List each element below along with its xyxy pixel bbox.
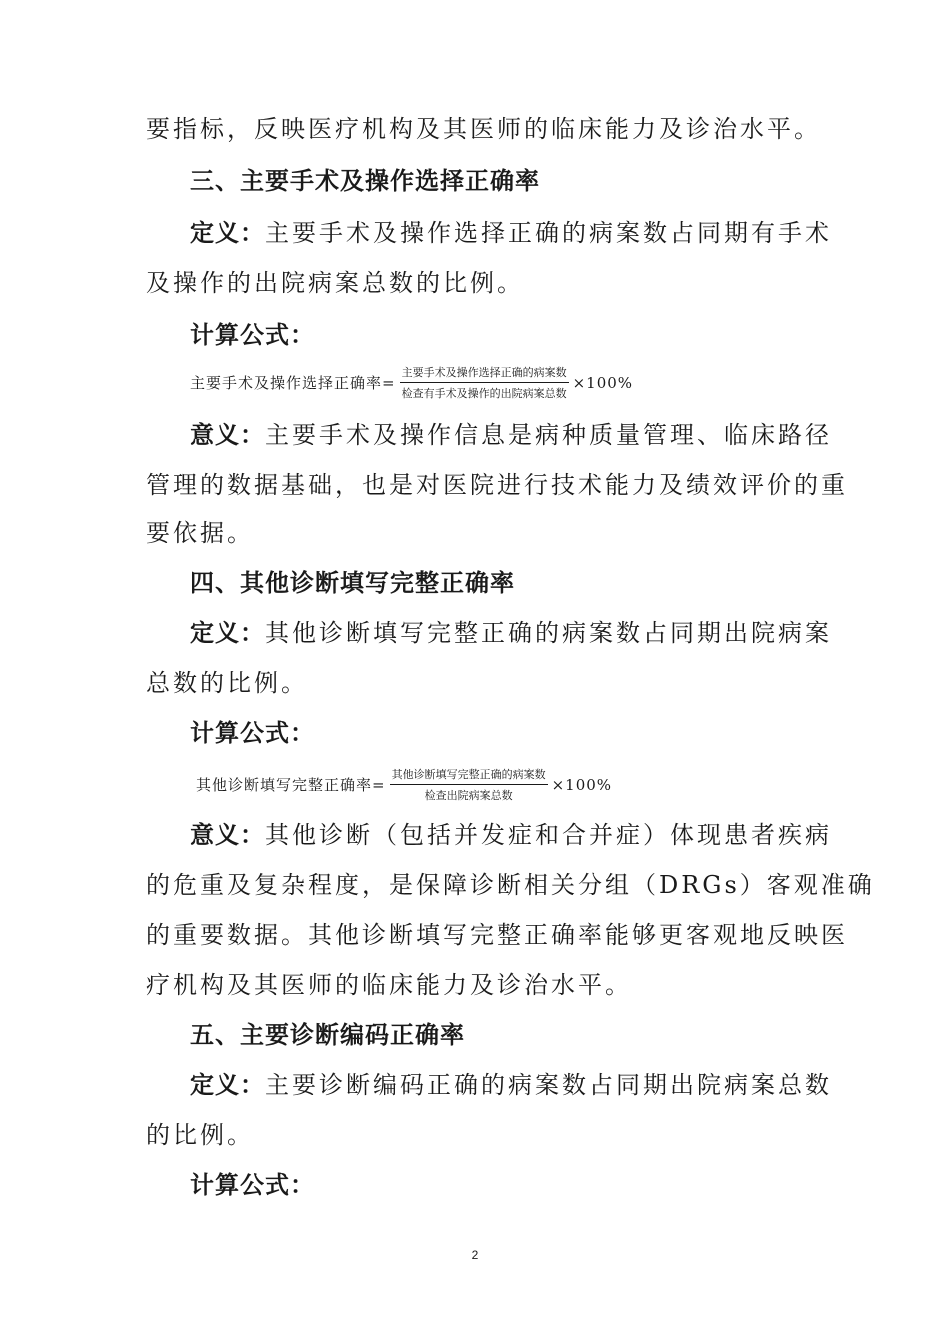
definition-line <box>190 618 832 648</box>
formula-label: 计算公式： <box>190 321 315 349</box>
paragraph-line: 的危重及复杂程度，是保障诊断相关分组（DRGs）客观准确 <box>146 871 875 899</box>
paragraph-line: 的比例。 <box>146 1121 254 1149</box>
significance-label: 意义： <box>190 421 265 449</box>
definition-label: 定义： <box>190 1071 265 1099</box>
formula-fraction <box>390 766 548 803</box>
paragraph-line: 及操作的出院病案总数的比例。 <box>146 269 524 297</box>
paragraph-line: 总数的比例。 <box>146 669 308 697</box>
significance-line <box>190 420 832 450</box>
section-heading-4: 四、其他诊断填写完整正确率 <box>190 569 515 597</box>
page-number: 2 <box>471 1248 479 1262</box>
definition-text: 主要手术及操作选择正确的病案数占同期有手术 <box>265 219 832 247</box>
formula-lhs: 主要手术及操作选择正确率= <box>190 374 396 392</box>
paragraph-line: 要依据。 <box>146 519 254 547</box>
formula-3 <box>190 364 633 401</box>
paragraph-line: 要指标，反映医疗机构及其医师的临床能力及诊治水平。 <box>146 115 821 143</box>
paragraph-line: 的重要数据。其他诊断填写完整正确率能够更客观地反映医 <box>146 921 848 949</box>
definition-text: 其他诊断填写完整正确的病案数占同期出院病案 <box>265 619 832 647</box>
section-heading-5: 五、主要诊断编码正确率 <box>190 1021 465 1049</box>
formula-multiplier: ×100% <box>572 373 634 392</box>
formula-label: 计算公式： <box>190 719 315 747</box>
significance-text: 其他诊断（包括并发症和合并症）体现患者疾病 <box>265 821 832 849</box>
formula-numerator: 主要手术及操作选择正确的病案数 <box>400 364 569 383</box>
definition-line <box>190 218 832 248</box>
formula-denominator: 检查出院病案总数 <box>424 789 513 802</box>
significance-text: 主要手术及操作信息是病种质量管理、临床路径 <box>265 421 832 449</box>
significance-label: 意义： <box>190 821 265 849</box>
formula-multiplier: ×100% <box>551 775 613 794</box>
formula-lhs: 其他诊断填写完整正确率= <box>196 776 386 794</box>
formula-label: 计算公式： <box>190 1171 315 1199</box>
section-heading-3: 三、主要手术及操作选择正确率 <box>190 167 540 195</box>
definition-line <box>190 1070 832 1100</box>
paragraph-line: 管理的数据基础，也是对医院进行技术能力及绩效评价的重 <box>146 471 848 499</box>
formula-numerator: 其他诊断填写完整正确的病案数 <box>390 766 548 785</box>
definition-label: 定义： <box>190 619 265 647</box>
significance-line <box>190 820 832 850</box>
formula-denominator: 检查有手术及操作的出院病案总数 <box>401 387 567 400</box>
formula-4 <box>196 766 612 803</box>
definition-label: 定义： <box>190 219 265 247</box>
paragraph-line: 疗机构及其医师的临床能力及诊治水平。 <box>146 971 632 999</box>
definition-text: 主要诊断编码正确的病案数占同期出院病案总数 <box>265 1071 832 1099</box>
formula-fraction <box>400 364 569 401</box>
